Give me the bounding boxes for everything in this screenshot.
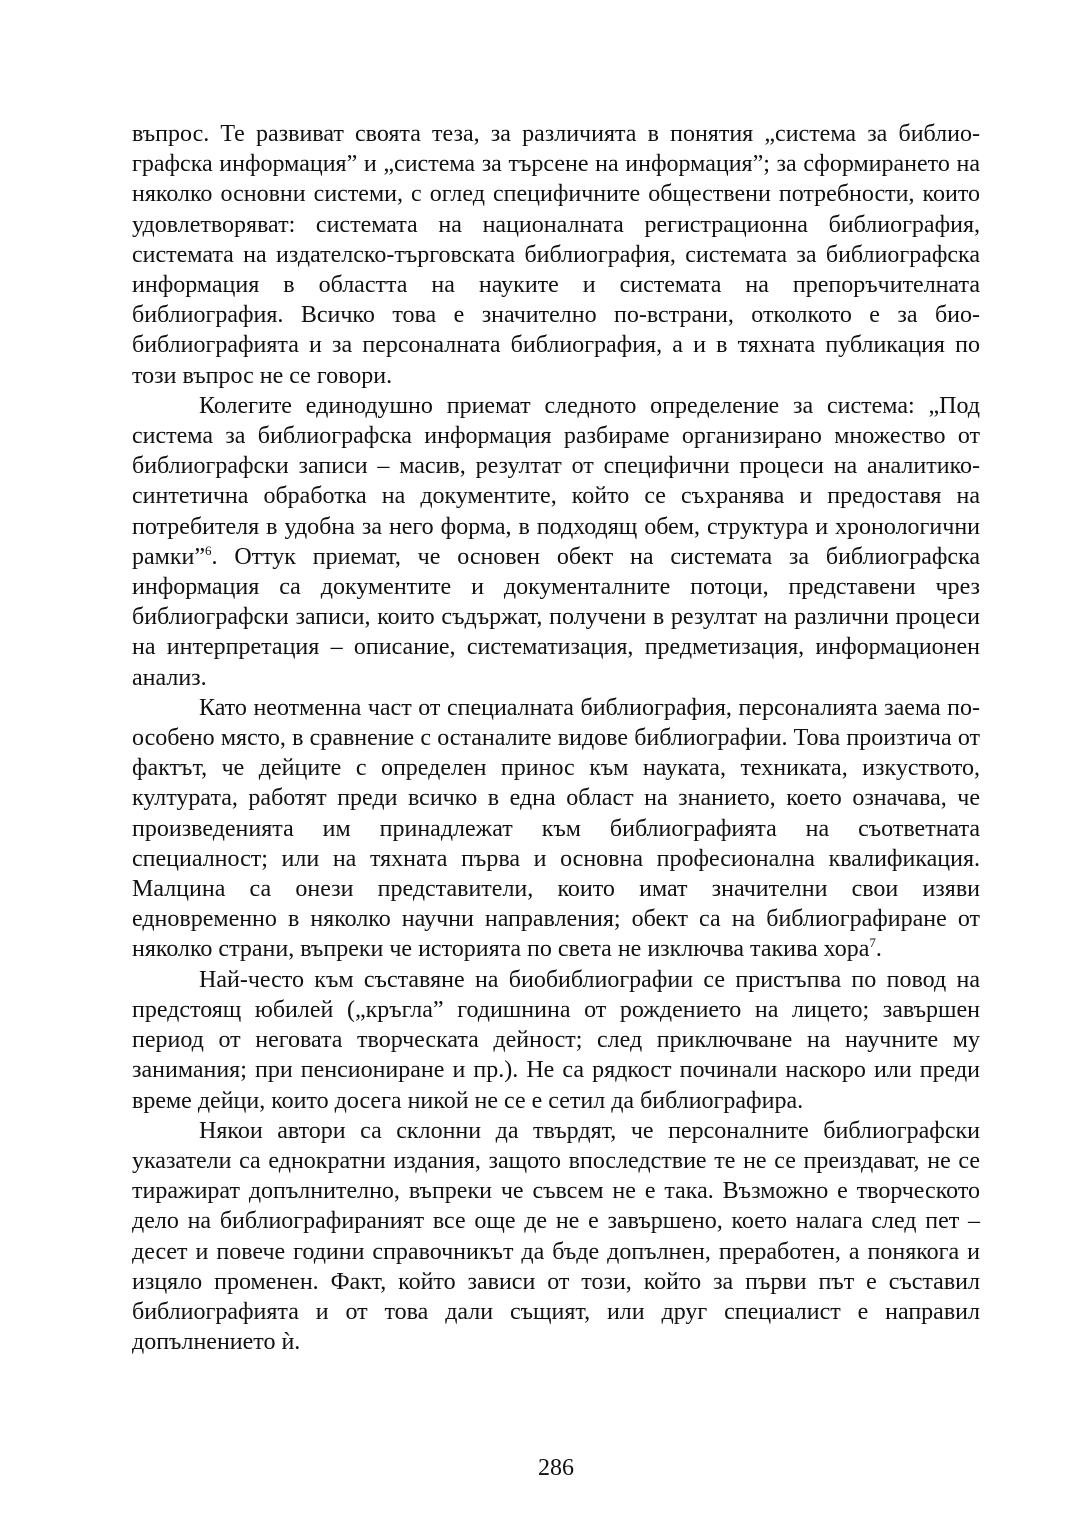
paragraph-3: [132, 693, 980, 965]
paragraph-2-text-before: Колегите единодушно приемат следното определение за система: „Под система за библиографска информация разбираме организирано множество от библиографски записи – масив, резултат от специфични процеси на аналитико-синтетична обработка на документите, който се съхранява и предоставя на потребителя в удобна за него форма, в подходящ обем, структура и хронологични рамки”: [132, 392, 980, 570]
body-text: [132, 119, 980, 1357]
paragraph-2-text-after: . Оттук приемат, че основен обект на системата за библиографска информация са документите и документалните потоци, представени чрез библиографски записи, които съдържат, получени в резултат на различни процеси на интерпретация – описание, систематизация, предметизация, информационен анализ.: [132, 543, 980, 691]
footnote-marker-6: 6: [205, 542, 212, 558]
paragraph-3-text-before: Като неотменна част от специалната библиография, персоналията заема по-особено място, в сравнение с останалите видове библиографии. Това произтича от фактът, че дейците с определен принос към науката, техниката, изкуството, културата, работят преди всичко в една област на знанието, което означава, че произведенията им принадлежат към библиографията на съответната специалност; или на тяхната първа и основна професионална квалификация. Малцина са онези представители, които имат значителни свои изяви едновременно в няколко научни направления; обект са на библиографиране от няколко страни, въпреки че историята по света не изключва такива хора: [132, 694, 980, 963]
paragraph-1: въпрос. Те развиват своята теза, за различията в понятия „система за библиографска информация” и „система за търсене на информация”; за сформирането на няколко основни системи, с оглед специфичните обществени потребности, които удовлетворяват: системата на националната регистрационна библиография, системата на издателско-търговската библиография, системата за библиографска информация в областта на науките и системата на препоръчителната библиография. Всичко това е значително по-встрани, отколкото е за биобиблиографията и за персоналната библиография, а и в тяхната публикация по този въпрос не се говори.: [132, 121, 980, 389]
footnote-marker-7: 7: [869, 935, 876, 951]
paragraph-4: Най-често към съставяне на биобиблиографии се пристъпва по повод на предстоящ юбилей („кръгла” годишнина от рождението на лицето; завършен период от неговата творческата дейност; след приключване на научните му занимания; при пенсиониране и пр.). Не са рядкост починали наскоро или преди време дейци, които досега никой не се е сетил да библиографира.: [132, 966, 980, 1114]
paragraph-3-text-after: .: [875, 936, 882, 963]
paragraph-2: [132, 391, 980, 693]
page-number: 286: [538, 1455, 574, 1481]
paragraph-5: Някои автори са склонни да твърдят, че персоналните библиографски указатели са еднократни издания, защото впоследствие те не се преиздават, не се тиражират допълнително, въпреки че съвсем не е така. Възможно е творческото дело на библиографираният все още де не е завършено, което налага след пет – десет и повече години справочникът да бъде допълнен, преработен, а понякога и изцяло променен. Факт, който зависи от този, който за първи път е съставил библиографията и от това дали същият, или друг специалист е направил допълнението ѝ.: [132, 1117, 980, 1356]
